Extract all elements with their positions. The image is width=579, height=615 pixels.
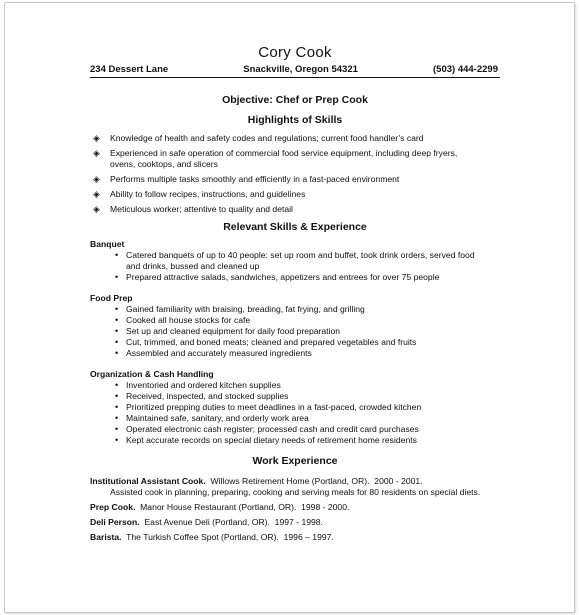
job-title: Institutional Assistant Cook. xyxy=(90,476,206,486)
banquet-list xyxy=(90,250,500,283)
relevant-heading: Relevant Skills & Experience xyxy=(223,221,367,233)
job-detail: Willows Retirement Home (Portland, OR). 2000 - 2001. xyxy=(205,476,423,486)
bullet-icon: • xyxy=(115,250,119,260)
list-item: • Kept accurate records on special dietary needs of retirement home residents xyxy=(115,435,417,445)
category-organization-cash: Organization & Cash Handling xyxy=(90,369,214,379)
diamond-bullet-icon: ◈ xyxy=(93,133,100,143)
bullet-icon: • xyxy=(115,391,119,401)
job-entry xyxy=(90,502,500,513)
job-description: Assisted cook in planning, preparing, cooking and serving meals for 80 residents on special diets. xyxy=(110,487,481,497)
bullet-icon: • xyxy=(115,315,119,325)
address: 234 Dessert Lane xyxy=(90,64,169,75)
job-entry xyxy=(90,532,500,543)
job-entry xyxy=(90,517,500,528)
list-item: ◈ Performs multiple tasks smoothly and efficiently in a fast-paced environment xyxy=(93,174,400,184)
list-item: ◈ Meticulous worker; attentive to quality and detail xyxy=(93,204,293,214)
list-item: • Prioritized prepping duties to meet deadlines in a fast-paced, crowded kitchen xyxy=(115,402,422,412)
contact-line xyxy=(90,62,500,78)
job-detail: The Turkish Coffee Spot (Portland, OR). 1996 – 1997. xyxy=(121,532,334,542)
job-detail: East Avenue Deli (Portland, OR). 1997 - 1998. xyxy=(139,517,323,527)
bullet-icon: • xyxy=(115,337,119,347)
bullet-icon: • xyxy=(115,424,119,434)
bullet-icon: • xyxy=(115,413,119,423)
job-detail: Manor House Restaurant (Portland, OR). 1998 - 2000. xyxy=(135,502,350,512)
work-heading: Work Experience xyxy=(252,455,338,467)
bullet-icon: • xyxy=(115,272,119,282)
job-title: Prep Cook. xyxy=(90,502,136,512)
list-item: • Received, inspected, and stocked supplies xyxy=(115,391,289,401)
job-title: Deli Person. xyxy=(90,517,140,527)
list-item: ◈ Ability to follow recipes, instructions, and guidelines xyxy=(93,189,306,199)
list-item: • Prepared attractive salads, sandwiches, appetizers and entrees for over 75 people xyxy=(115,272,440,282)
list-item: ◈ Knowledge of health and safety codes and regulations; current food handler’s card xyxy=(93,133,424,143)
job-title: Barista. xyxy=(90,532,122,542)
diamond-bullet-icon: ◈ xyxy=(93,148,100,158)
list-item: • Operated electronic cash register; processed cash and credit card purchases xyxy=(115,424,419,434)
bullet-icon: • xyxy=(115,326,119,336)
list-item: ◈ Experienced in safe operation of commercial food service equipment, including deep fryers, ovens, cooktops, and slicers xyxy=(93,148,458,169)
job-entry xyxy=(90,476,500,498)
list-item: • Inventoried and ordered kitchen supplies xyxy=(115,380,281,390)
list-item: • Cooked all house stocks for cafe xyxy=(115,315,251,325)
category-banquet: Banquet xyxy=(90,239,125,249)
bullet-icon: • xyxy=(115,435,119,445)
city-state-zip: Snackville, Oregon 54321 xyxy=(243,64,358,75)
resume-content xyxy=(90,44,500,543)
bullet-icon: • xyxy=(115,402,119,412)
list-item: • Set up and cleaned equipment for daily food preparation xyxy=(115,326,341,336)
highlights-heading: Highlights of Skills xyxy=(247,114,343,126)
list-item: • Cut, trimmed, and boned meats; cleaned and prepared vegetables and fruits xyxy=(115,337,417,347)
diamond-bullet-icon: ◈ xyxy=(93,189,100,199)
bullet-icon: • xyxy=(115,380,119,390)
list-item: • Catered banquets of up to 40 people: set up room and buffet, took drink orders, served food and drinks, bussed and cleaned up xyxy=(115,250,475,271)
organization-list xyxy=(90,380,500,446)
diamond-bullet-icon: ◈ xyxy=(93,174,100,184)
bullet-icon: • xyxy=(115,348,119,358)
highlights-list xyxy=(90,133,500,215)
phone: (503) 444-2299 xyxy=(433,64,498,75)
bullet-icon: • xyxy=(115,304,119,314)
resume-name: Cory Cook xyxy=(258,44,332,61)
list-item: • Gained familiarity with braising, breading, fat frying, and grilling xyxy=(115,304,365,314)
category-food-prep: Food Prep xyxy=(90,293,133,303)
food-prep-list xyxy=(90,304,500,359)
list-item: • Maintained safe, sanitary, and orderly work area xyxy=(115,413,309,423)
objective: Objective: Chef or Prep Cook xyxy=(222,94,368,106)
diamond-bullet-icon: ◈ xyxy=(93,204,100,214)
list-item: • Assembled and accurately measured ingredients xyxy=(115,348,312,358)
